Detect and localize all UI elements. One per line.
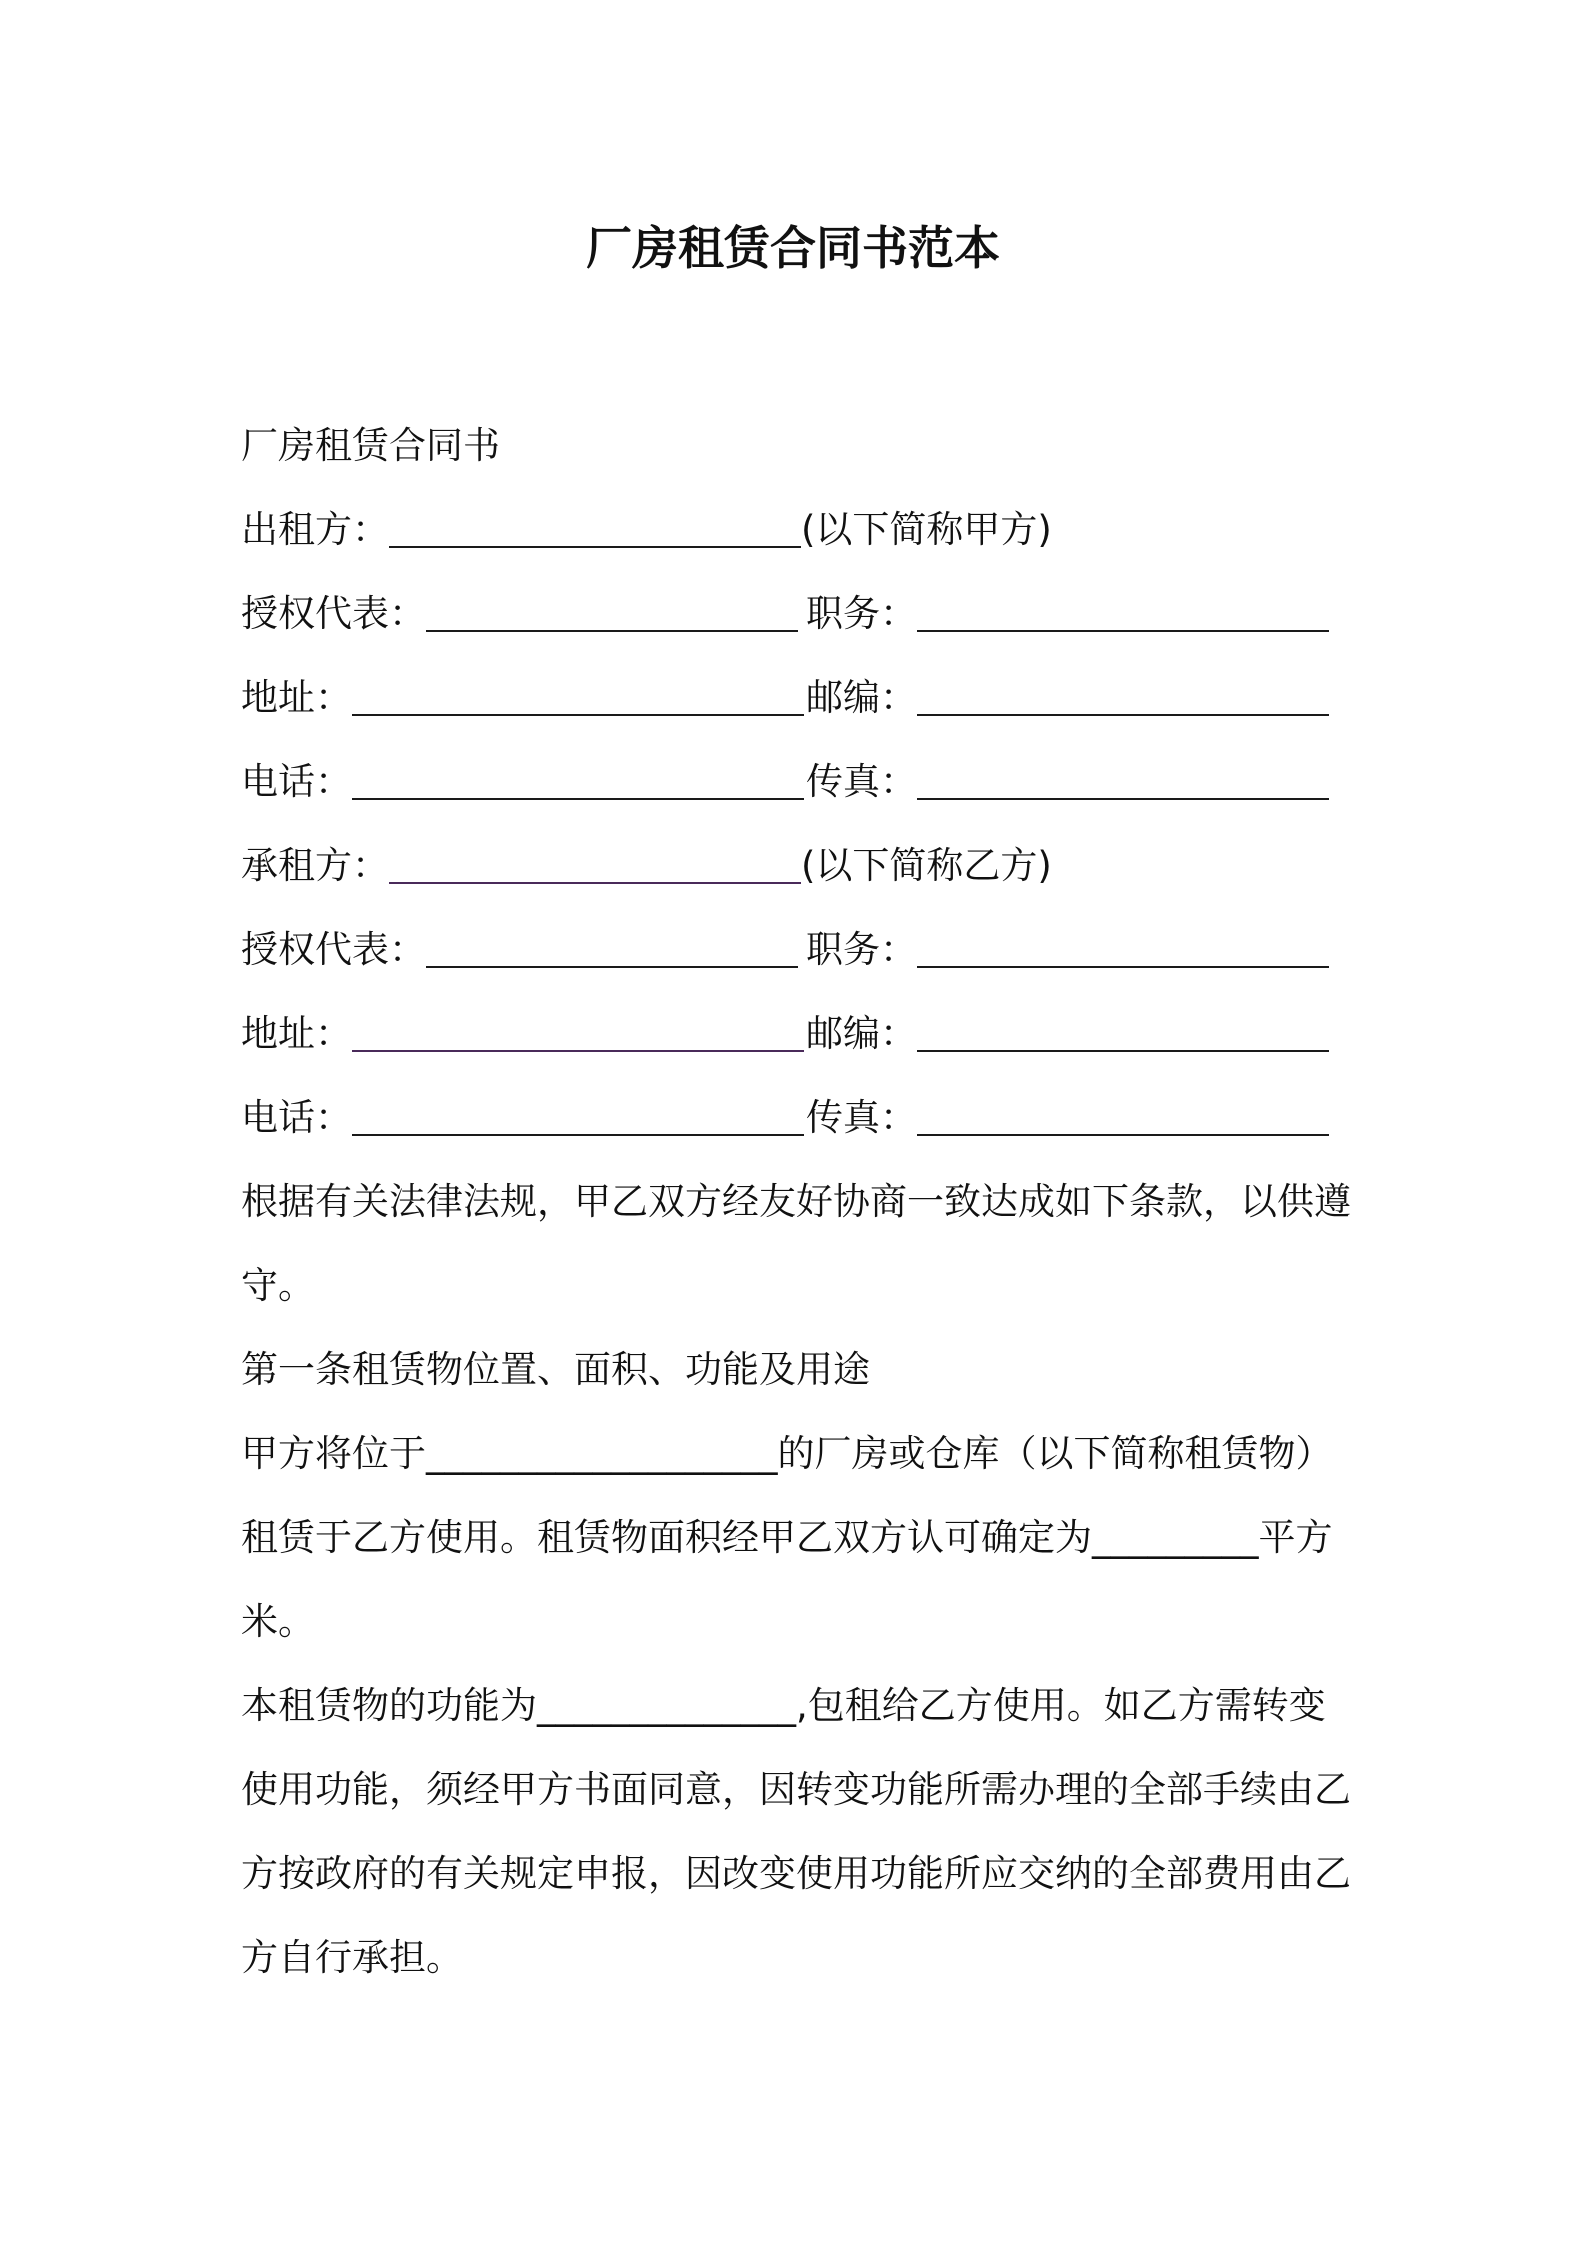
lessor-name-blank[interactable] — [389, 488, 801, 548]
lessee-phone-blank[interactable] — [352, 1076, 804, 1136]
article-1-paragraph-2: 本租赁物的功能为______________,包租给乙方使用。如乙方需转变使用功能，须经甲方书面同意，因转变功能所需办理的全部手续由乙方按政府的有关规定申报，因改变使用功能所应交纳的全部费用由乙方自行承担。 — [241, 1684, 1351, 1979]
lessor-address-label: 地址： — [241, 676, 352, 719]
lessee-name-blank[interactable] — [389, 824, 801, 884]
lessee-position-label: 职务： — [806, 928, 917, 971]
lessor-address-blank[interactable] — [352, 656, 804, 716]
lessee-fax-label: 传真： — [806, 1096, 917, 1139]
lessee-rep-blank[interactable] — [426, 908, 798, 968]
lessee-fax-field — [806, 1076, 1329, 1160]
article-1-paragraph-1: 甲方将位于___________________的厂房或仓库（以下简称租赁物）租赁于乙方使用。租赁物面积经甲乙双方认可确定为_________平方米。 — [241, 1432, 1333, 1643]
lessee-rep-row — [241, 908, 1351, 992]
contract-body — [241, 404, 1351, 2000]
lessor-rep-label: 授权代表： — [241, 592, 426, 635]
lessor-postcode-blank[interactable] — [917, 656, 1329, 716]
lessee-address-row — [241, 992, 1351, 1076]
lessee-row — [241, 824, 1351, 908]
lessor-position-blank[interactable] — [917, 572, 1329, 632]
lessee-postcode-blank[interactable] — [917, 992, 1329, 1052]
lessor-fax-field — [806, 740, 1329, 824]
lessee-rep-label: 授权代表： — [241, 928, 426, 971]
lessor-postcode-field — [806, 656, 1329, 740]
lessor-suffix: (以下简称甲方) — [801, 508, 1052, 551]
lessor-phone-row — [241, 740, 1351, 824]
lessor-rep-row — [241, 572, 1351, 656]
lessee-phone-label: 电话： — [241, 1096, 352, 1139]
lessor-phone-blank[interactable] — [352, 740, 804, 800]
lessor-row — [241, 488, 1351, 572]
lessor-position-label: 职务： — [806, 592, 917, 635]
lessor-label: 出租方： — [241, 508, 389, 551]
article-1-title: 第一条租赁物位置、面积、功能及用途 — [241, 1348, 870, 1391]
lessee-position-field — [806, 908, 1329, 992]
lessee-position-blank[interactable] — [917, 908, 1329, 968]
lessor-address-row — [241, 656, 1351, 740]
lessor-position-field — [806, 572, 1329, 656]
lessee-postcode-field — [806, 992, 1329, 1076]
document-title: 厂房租赁合同书范本 — [586, 221, 1000, 275]
contract-heading: 厂房租赁合同书 — [241, 424, 500, 467]
lessee-fax-blank[interactable] — [917, 1076, 1329, 1136]
lessee-postcode-label: 邮编： — [806, 1012, 917, 1055]
lessor-fax-blank[interactable] — [917, 740, 1329, 800]
lessee-phone-row — [241, 1076, 1351, 1160]
lessor-fax-label: 传真： — [806, 760, 917, 803]
intro-paragraph: 根据有关法律法规，甲乙双方经友好协商一致达成如下条款，以供遵守。 — [241, 1180, 1351, 1307]
lessee-address-blank[interactable] — [352, 992, 804, 1052]
lessor-postcode-label: 邮编： — [806, 676, 917, 719]
lessee-address-label: 地址： — [241, 1012, 352, 1055]
lessee-label: 承租方： — [241, 844, 389, 887]
lessee-suffix: (以下简称乙方) — [801, 844, 1052, 887]
lessor-phone-label: 电话： — [241, 760, 352, 803]
lessor-rep-blank[interactable] — [426, 572, 798, 632]
